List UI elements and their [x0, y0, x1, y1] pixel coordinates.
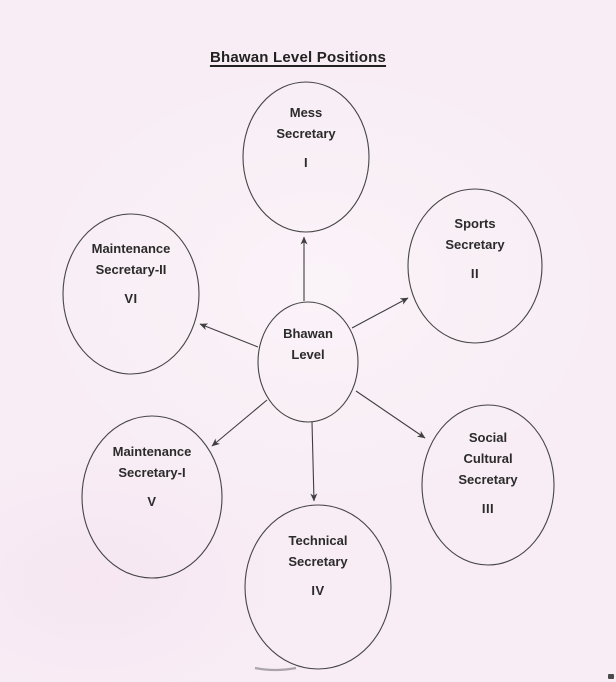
node-numeral: II	[470, 266, 480, 281]
page-title: Bhawan Level Positions	[209, 49, 387, 66]
node-label-line: Sports	[454, 216, 496, 231]
node-technical-secretary	[248, 530, 388, 601]
node-label-line: Technical	[288, 533, 348, 548]
arrow-center-to-technical	[312, 422, 314, 501]
arrow-center-to-social-cultural	[356, 391, 425, 438]
node-label-line: Secretary-I	[118, 465, 186, 480]
node-label-line: Bhawan	[283, 326, 333, 341]
node-label-line: Mess	[289, 105, 323, 120]
node-maintenance-secretary-2	[61, 238, 201, 309]
node-label-line: Level	[291, 347, 325, 362]
node-label-line: Secretary	[288, 554, 348, 569]
node-sports-secretary	[405, 213, 545, 284]
node-label-line: Social	[468, 430, 508, 445]
node-numeral: IV	[311, 583, 325, 598]
node-label-line: Secretary	[458, 472, 518, 487]
node-label-line: Secretary-II	[95, 262, 167, 277]
scan-artifact-dot	[608, 674, 614, 679]
node-numeral: III	[481, 501, 495, 516]
node-label-line: Maintenance	[91, 241, 171, 256]
scan-artifact-line	[255, 668, 296, 670]
node-maintenance-secretary-1	[82, 441, 222, 512]
node-social-cultural-secretary	[418, 427, 558, 519]
arrow-center-to-maintenance-1	[212, 400, 267, 446]
node-bhawan-level	[238, 323, 378, 365]
node-label-line: Secretary	[276, 126, 336, 141]
node-label-line: Secretary	[445, 237, 505, 252]
node-numeral: V	[147, 494, 157, 509]
node-numeral: VI	[124, 291, 138, 306]
node-label-line: Cultural	[463, 451, 513, 466]
node-mess-secretary	[236, 102, 376, 173]
node-numeral: I	[303, 155, 309, 170]
node-label-line: Maintenance	[112, 444, 192, 459]
